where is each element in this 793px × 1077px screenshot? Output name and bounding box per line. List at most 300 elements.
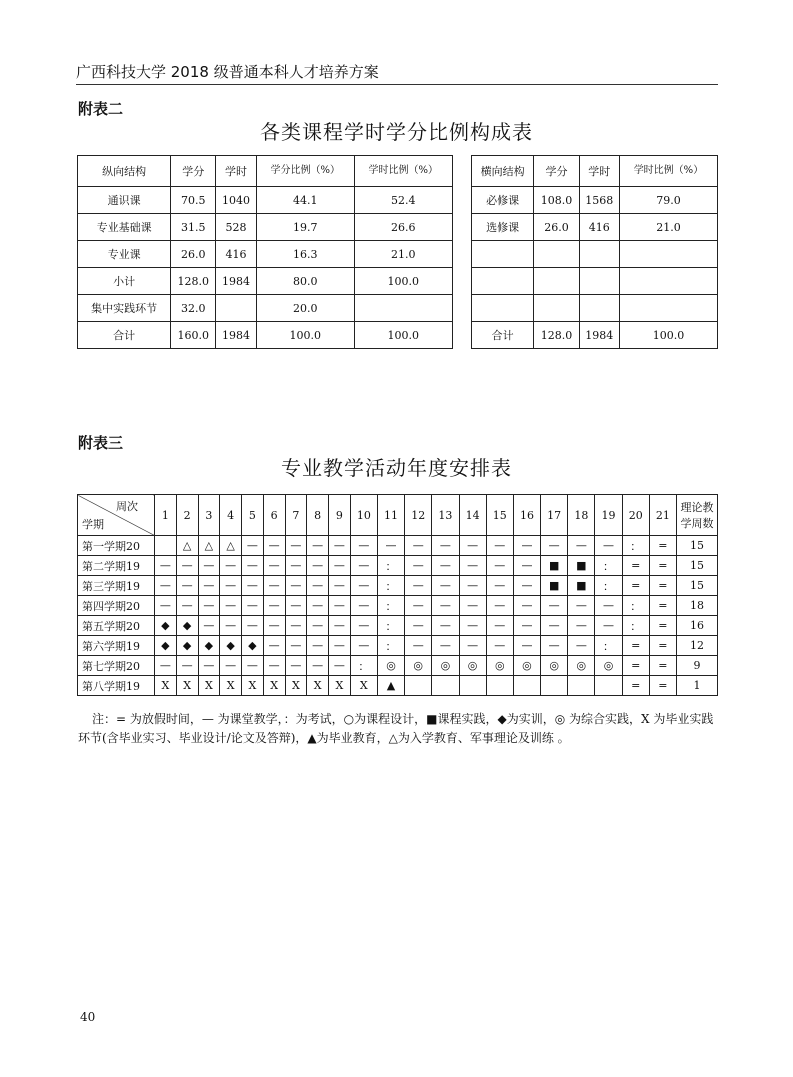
schedule-cell: △ bbox=[176, 536, 198, 556]
schedule-row bbox=[78, 636, 718, 656]
table-cell: 专业基础课 bbox=[78, 214, 171, 241]
schedule-cell: — bbox=[285, 536, 307, 556]
schedule-cell: ■ bbox=[568, 556, 595, 576]
term-label: 第五学期20 bbox=[78, 616, 155, 636]
schedule-cell: — bbox=[405, 636, 432, 656]
page-header: 广西科技大学 2018 级普通本科人才培养方案 bbox=[76, 62, 718, 85]
schedule-cell: — bbox=[329, 656, 351, 676]
week-header: 14 bbox=[459, 495, 486, 536]
schedule-cell: △ bbox=[198, 536, 220, 556]
table-cell: 26.0 bbox=[171, 241, 216, 268]
column-gap bbox=[452, 268, 471, 295]
schedule-cell: — bbox=[307, 576, 329, 596]
table-cell: 20.0 bbox=[256, 295, 354, 322]
schedule-cell: — bbox=[263, 556, 285, 576]
schedule-cell: ◆ bbox=[176, 616, 198, 636]
schedule-cell: — bbox=[513, 596, 540, 616]
schedule-cell: ： bbox=[350, 656, 377, 676]
schedule-row bbox=[78, 616, 718, 636]
schedule-cell: — bbox=[541, 596, 568, 616]
schedule-cell: — bbox=[220, 556, 242, 576]
week-header: 17 bbox=[541, 495, 568, 536]
schedule-cell: — bbox=[263, 576, 285, 596]
appendix3-title: 专业教学活动年度安排表 bbox=[281, 456, 512, 480]
week-header: 21 bbox=[649, 495, 676, 536]
schedule-cell bbox=[541, 676, 568, 696]
week-header: 5 bbox=[242, 495, 264, 536]
table-cell: 100.0 bbox=[354, 268, 452, 295]
appendix2-label: 附表二 bbox=[78, 100, 124, 118]
schedule-cell: ◎ bbox=[405, 656, 432, 676]
appendix3-label: 附表三 bbox=[78, 434, 124, 452]
table-cell bbox=[579, 268, 619, 295]
schedule-cell: — bbox=[459, 576, 486, 596]
schedule-cell: — bbox=[350, 536, 377, 556]
schedule-cell: — bbox=[459, 616, 486, 636]
schedule-cell: ◆ bbox=[198, 636, 220, 656]
schedule-cell: ： bbox=[595, 636, 622, 656]
table-cell: 1040 bbox=[216, 187, 256, 214]
schedule-cell: — bbox=[486, 576, 513, 596]
schedule-cell: ◎ bbox=[432, 656, 459, 676]
schedule-cell: = bbox=[649, 576, 676, 596]
schedule-cell: = bbox=[649, 616, 676, 636]
schedule-cell: — bbox=[263, 636, 285, 656]
table-cell: 528 bbox=[216, 214, 256, 241]
schedule-cell: = bbox=[622, 676, 649, 696]
schedule-cell: — bbox=[307, 596, 329, 616]
table-cell: 108.0 bbox=[534, 187, 579, 214]
table-cell: 选修课 bbox=[471, 214, 534, 241]
schedule-cell: — bbox=[285, 636, 307, 656]
week-header: 4 bbox=[220, 495, 242, 536]
schedule-cell: — bbox=[568, 636, 595, 656]
schedule-cell: — bbox=[405, 556, 432, 576]
term-label: 第四学期20 bbox=[78, 596, 155, 616]
schedule-cell: — bbox=[541, 536, 568, 556]
schedule-cell: = bbox=[649, 656, 676, 676]
schedule-cell: — bbox=[513, 556, 540, 576]
table-cell: 21.0 bbox=[619, 214, 717, 241]
schedule-cell: X bbox=[329, 676, 351, 696]
schedule-cell: — bbox=[307, 556, 329, 576]
schedule-cell: ： bbox=[377, 596, 404, 616]
week-header: 8 bbox=[307, 495, 329, 536]
schedule-row bbox=[78, 576, 718, 596]
table-cell: 32.0 bbox=[171, 295, 216, 322]
column-gap bbox=[452, 322, 471, 349]
appendix2-title: 各类课程学时学分比例构成表 bbox=[260, 120, 533, 144]
schedule-cell: — bbox=[350, 636, 377, 656]
schedule-cell: ◎ bbox=[459, 656, 486, 676]
table-cell bbox=[579, 241, 619, 268]
schedule-cell: — bbox=[307, 536, 329, 556]
schedule-cell: — bbox=[513, 636, 540, 656]
table-cell: 100.0 bbox=[354, 322, 452, 349]
table-header-row bbox=[78, 495, 718, 536]
table-cell bbox=[534, 295, 579, 322]
schedule-cell: — bbox=[198, 656, 220, 676]
column-header: 纵向结构 bbox=[78, 156, 171, 187]
schedule-cell bbox=[568, 676, 595, 696]
table-row bbox=[78, 187, 718, 214]
schedule-cell: — bbox=[155, 556, 177, 576]
schedule-cell: — bbox=[155, 576, 177, 596]
column-gap bbox=[452, 156, 471, 187]
table-cell bbox=[471, 241, 534, 268]
table-cell bbox=[619, 295, 717, 322]
schedule-cell: — bbox=[350, 596, 377, 616]
schedule-cell: — bbox=[307, 616, 329, 636]
schedule-cell: ： bbox=[377, 556, 404, 576]
schedule-cell: — bbox=[432, 636, 459, 656]
column-gap bbox=[452, 295, 471, 322]
week-header: 15 bbox=[486, 495, 513, 536]
column-gap bbox=[452, 241, 471, 268]
schedule-cell: — bbox=[595, 596, 622, 616]
schedule-cell: ◆ bbox=[155, 616, 177, 636]
schedule-cell bbox=[513, 676, 540, 696]
schedule-cell: = bbox=[622, 656, 649, 676]
schedule-cell: X bbox=[307, 676, 329, 696]
schedule-cell: — bbox=[242, 656, 264, 676]
theory-weeks-value: 16 bbox=[677, 616, 718, 636]
schedule-cell: X bbox=[220, 676, 242, 696]
schedule-cell: — bbox=[432, 616, 459, 636]
table-cell: 集中实践环节 bbox=[78, 295, 171, 322]
schedule-cell: — bbox=[486, 596, 513, 616]
table-cell: 100.0 bbox=[256, 322, 354, 349]
schedule-cell: = bbox=[622, 556, 649, 576]
table-row bbox=[78, 295, 718, 322]
table-cell: 160.0 bbox=[171, 322, 216, 349]
schedule-cell: — bbox=[513, 616, 540, 636]
term-label: 第六学期19 bbox=[78, 636, 155, 656]
table-cell: 79.0 bbox=[619, 187, 717, 214]
schedule-cell: — bbox=[198, 556, 220, 576]
schedule-cell: ■ bbox=[541, 556, 568, 576]
table-cell: 1568 bbox=[579, 187, 619, 214]
schedule-cell: = bbox=[649, 596, 676, 616]
column-header: 学分 bbox=[171, 156, 216, 187]
schedule-cell: ： bbox=[622, 536, 649, 556]
schedule-cell: — bbox=[459, 556, 486, 576]
schedule-cell: = bbox=[649, 636, 676, 656]
theory-weeks-header: 理论教学周数 bbox=[677, 495, 718, 536]
table-cell: 52.4 bbox=[354, 187, 452, 214]
column-header: 学时比例（%） bbox=[354, 156, 452, 187]
week-header: 13 bbox=[432, 495, 459, 536]
schedule-cell: — bbox=[198, 616, 220, 636]
schedule-cell bbox=[459, 676, 486, 696]
schedule-cell: ◎ bbox=[568, 656, 595, 676]
week-header: 20 bbox=[622, 495, 649, 536]
page-number: 40 bbox=[80, 1010, 96, 1024]
schedule-cell: ▲ bbox=[377, 676, 404, 696]
week-header: 11 bbox=[377, 495, 404, 536]
theory-weeks-value: 9 bbox=[677, 656, 718, 676]
schedule-cell: = bbox=[622, 576, 649, 596]
schedule-cell: — bbox=[220, 596, 242, 616]
week-header: 18 bbox=[568, 495, 595, 536]
schedule-cell: X bbox=[176, 676, 198, 696]
schedule-cell: — bbox=[459, 536, 486, 556]
schedule-cell: — bbox=[176, 576, 198, 596]
schedule-cell: X bbox=[155, 676, 177, 696]
schedule-cell: — bbox=[155, 656, 177, 676]
schedule-cell: X bbox=[198, 676, 220, 696]
week-header: 10 bbox=[350, 495, 377, 536]
schedule-cell: — bbox=[242, 556, 264, 576]
table-cell bbox=[216, 295, 256, 322]
table-cell bbox=[534, 241, 579, 268]
corner-header bbox=[78, 495, 155, 536]
table-cell: 416 bbox=[579, 214, 619, 241]
term-axis-label: 学期 bbox=[82, 518, 104, 531]
schedule-cell: X bbox=[242, 676, 264, 696]
schedule-row bbox=[78, 596, 718, 616]
schedule-cell: ： bbox=[377, 636, 404, 656]
schedule-cell: — bbox=[242, 576, 264, 596]
column-gap bbox=[452, 214, 471, 241]
schedule-cell: — bbox=[568, 596, 595, 616]
schedule-cell: — bbox=[568, 616, 595, 636]
schedule-cell bbox=[595, 676, 622, 696]
schedule-cell: — bbox=[350, 616, 377, 636]
schedule-cell: — bbox=[377, 536, 404, 556]
schedule-cell: — bbox=[329, 556, 351, 576]
term-label: 第三学期19 bbox=[78, 576, 155, 596]
schedule-cell: ■ bbox=[568, 576, 595, 596]
schedule-cell: — bbox=[329, 576, 351, 596]
schedule-cell: ◆ bbox=[242, 636, 264, 656]
schedule-cell: ◆ bbox=[220, 636, 242, 656]
schedule-cell: — bbox=[220, 576, 242, 596]
schedule-row bbox=[78, 536, 718, 556]
schedule-cell: — bbox=[459, 596, 486, 616]
table-cell: 26.6 bbox=[354, 214, 452, 241]
table-cell: 19.7 bbox=[256, 214, 354, 241]
schedule-cell: — bbox=[285, 596, 307, 616]
schedule-cell: — bbox=[541, 636, 568, 656]
schedule-cell: — bbox=[513, 576, 540, 596]
schedule-cell: ： bbox=[377, 616, 404, 636]
teaching-schedule-table bbox=[77, 494, 718, 696]
schedule-cell: X bbox=[285, 676, 307, 696]
schedule-cell: — bbox=[285, 616, 307, 636]
table-cell: 1984 bbox=[216, 268, 256, 295]
schedule-cell: — bbox=[242, 596, 264, 616]
schedule-cell: — bbox=[263, 616, 285, 636]
schedule-cell: = bbox=[649, 536, 676, 556]
schedule-cell: — bbox=[405, 536, 432, 556]
schedule-cell bbox=[486, 676, 513, 696]
theory-weeks-value: 15 bbox=[677, 536, 718, 556]
schedule-cell: ◎ bbox=[513, 656, 540, 676]
table-row bbox=[78, 322, 718, 349]
schedule-cell: X bbox=[350, 676, 377, 696]
table-cell: 16.3 bbox=[256, 241, 354, 268]
schedule-cell: — bbox=[405, 616, 432, 636]
theory-weeks-value: 12 bbox=[677, 636, 718, 656]
schedule-row bbox=[78, 556, 718, 576]
schedule-cell: — bbox=[263, 596, 285, 616]
schedule-cell: — bbox=[307, 656, 329, 676]
table-cell bbox=[354, 295, 452, 322]
schedule-cell bbox=[155, 536, 177, 556]
table-row bbox=[78, 241, 718, 268]
column-header: 学时 bbox=[579, 156, 619, 187]
column-header: 学分比例（%） bbox=[256, 156, 354, 187]
week-axis-label: 周次 bbox=[116, 500, 138, 513]
table-cell: 合计 bbox=[78, 322, 171, 349]
schedule-cell: — bbox=[176, 656, 198, 676]
week-header: 12 bbox=[405, 495, 432, 536]
schedule-cell: — bbox=[176, 596, 198, 616]
theory-weeks-value: 1 bbox=[677, 676, 718, 696]
week-header: 2 bbox=[176, 495, 198, 536]
column-header: 学时比例（%） bbox=[619, 156, 717, 187]
schedule-cell: — bbox=[176, 556, 198, 576]
schedule-cell: — bbox=[432, 536, 459, 556]
schedule-cell: — bbox=[285, 656, 307, 676]
table-cell bbox=[579, 295, 619, 322]
schedule-cell: — bbox=[432, 596, 459, 616]
schedule-cell: — bbox=[459, 636, 486, 656]
schedule-cell: ◆ bbox=[176, 636, 198, 656]
schedule-cell: — bbox=[242, 616, 264, 636]
schedule-cell: ◆ bbox=[155, 636, 177, 656]
week-header: 19 bbox=[595, 495, 622, 536]
table-cell: 专业课 bbox=[78, 241, 171, 268]
schedule-cell: — bbox=[329, 596, 351, 616]
legend-note: 注：= 为放假时间，— 为课堂教学，：为考试，○为课程设计，■课程实践，◆为实训，◎ 为综合实践，X 为毕业实践环节(含毕业实习、毕业设计/论文及答辩)，▲为毕业教育，△为入学教育、军事理论及训练 。 bbox=[78, 712, 714, 745]
schedule-cell: — bbox=[432, 556, 459, 576]
column-header: 学分 bbox=[534, 156, 579, 187]
schedule-cell: △ bbox=[220, 536, 242, 556]
schedule-cell: — bbox=[350, 576, 377, 596]
table-cell: 1984 bbox=[216, 322, 256, 349]
schedule-cell: — bbox=[405, 596, 432, 616]
table-cell: 416 bbox=[216, 241, 256, 268]
table-cell: 21.0 bbox=[354, 241, 452, 268]
week-header: 3 bbox=[198, 495, 220, 536]
table-cell: 128.0 bbox=[534, 322, 579, 349]
table-cell: 必修课 bbox=[471, 187, 534, 214]
schedule-cell: X bbox=[263, 676, 285, 696]
table-row bbox=[78, 214, 718, 241]
term-label: 第二学期19 bbox=[78, 556, 155, 576]
schedule-cell: — bbox=[486, 556, 513, 576]
table-cell: 1984 bbox=[579, 322, 619, 349]
schedule-cell: ： bbox=[595, 556, 622, 576]
week-header: 16 bbox=[513, 495, 540, 536]
schedule-row bbox=[78, 676, 718, 696]
table-cell: 小计 bbox=[78, 268, 171, 295]
schedule-cell: — bbox=[198, 596, 220, 616]
schedule-cell: — bbox=[242, 536, 264, 556]
schedule-cell: — bbox=[329, 536, 351, 556]
column-header: 学时 bbox=[216, 156, 256, 187]
table-cell: 70.5 bbox=[171, 187, 216, 214]
schedule-cell: — bbox=[263, 536, 285, 556]
schedule-cell: — bbox=[263, 656, 285, 676]
table-cell: 31.5 bbox=[171, 214, 216, 241]
schedule-cell: — bbox=[220, 656, 242, 676]
table-cell: 合计 bbox=[471, 322, 534, 349]
theory-weeks-value: 15 bbox=[677, 556, 718, 576]
schedule-cell: — bbox=[432, 576, 459, 596]
schedule-cell bbox=[432, 676, 459, 696]
schedule-cell: — bbox=[595, 616, 622, 636]
schedule-cell: — bbox=[220, 616, 242, 636]
schedule-cell bbox=[405, 676, 432, 696]
schedule-cell: — bbox=[405, 576, 432, 596]
theory-weeks-value: 15 bbox=[677, 576, 718, 596]
schedule-cell: ■ bbox=[541, 576, 568, 596]
schedule-cell: ： bbox=[622, 616, 649, 636]
schedule-cell: — bbox=[329, 616, 351, 636]
schedule-cell: ◎ bbox=[595, 656, 622, 676]
schedule-cell: — bbox=[285, 556, 307, 576]
schedule-cell: — bbox=[198, 576, 220, 596]
schedule-cell: ： bbox=[377, 576, 404, 596]
term-label: 第七学期20 bbox=[78, 656, 155, 676]
week-header: 1 bbox=[155, 495, 177, 536]
week-header: 6 bbox=[263, 495, 285, 536]
week-header: 9 bbox=[329, 495, 351, 536]
term-label: 第八学期19 bbox=[78, 676, 155, 696]
week-header: 7 bbox=[285, 495, 307, 536]
table-cell: 100.0 bbox=[619, 322, 717, 349]
schedule-cell: = bbox=[622, 636, 649, 656]
table-cell bbox=[471, 295, 534, 322]
schedule-cell: — bbox=[486, 636, 513, 656]
schedule-cell: = bbox=[649, 556, 676, 576]
column-gap bbox=[452, 187, 471, 214]
table-cell: 26.0 bbox=[534, 214, 579, 241]
schedule-cell: — bbox=[329, 636, 351, 656]
credit-hours-table bbox=[77, 155, 718, 349]
table-cell bbox=[534, 268, 579, 295]
table-cell bbox=[471, 268, 534, 295]
schedule-row bbox=[78, 656, 718, 676]
term-label: 第一学期20 bbox=[78, 536, 155, 556]
table-cell: 通识课 bbox=[78, 187, 171, 214]
schedule-cell: — bbox=[486, 616, 513, 636]
column-header: 横向结构 bbox=[471, 156, 534, 187]
schedule-cell: — bbox=[486, 536, 513, 556]
table-cell bbox=[619, 268, 717, 295]
table-header-row bbox=[78, 156, 718, 187]
schedule-cell: = bbox=[649, 676, 676, 696]
schedule-cell: — bbox=[285, 576, 307, 596]
schedule-cell: — bbox=[541, 616, 568, 636]
schedule-cell: — bbox=[568, 536, 595, 556]
table-cell: 44.1 bbox=[256, 187, 354, 214]
table-row bbox=[78, 268, 718, 295]
schedule-cell: ◎ bbox=[377, 656, 404, 676]
schedule-cell: ◎ bbox=[486, 656, 513, 676]
table-cell: 80.0 bbox=[256, 268, 354, 295]
schedule-cell: ： bbox=[622, 596, 649, 616]
table-cell: 128.0 bbox=[171, 268, 216, 295]
theory-weeks-value: 18 bbox=[677, 596, 718, 616]
schedule-cell: — bbox=[155, 596, 177, 616]
schedule-cell: — bbox=[513, 536, 540, 556]
schedule-cell: ： bbox=[595, 576, 622, 596]
table-cell bbox=[619, 241, 717, 268]
